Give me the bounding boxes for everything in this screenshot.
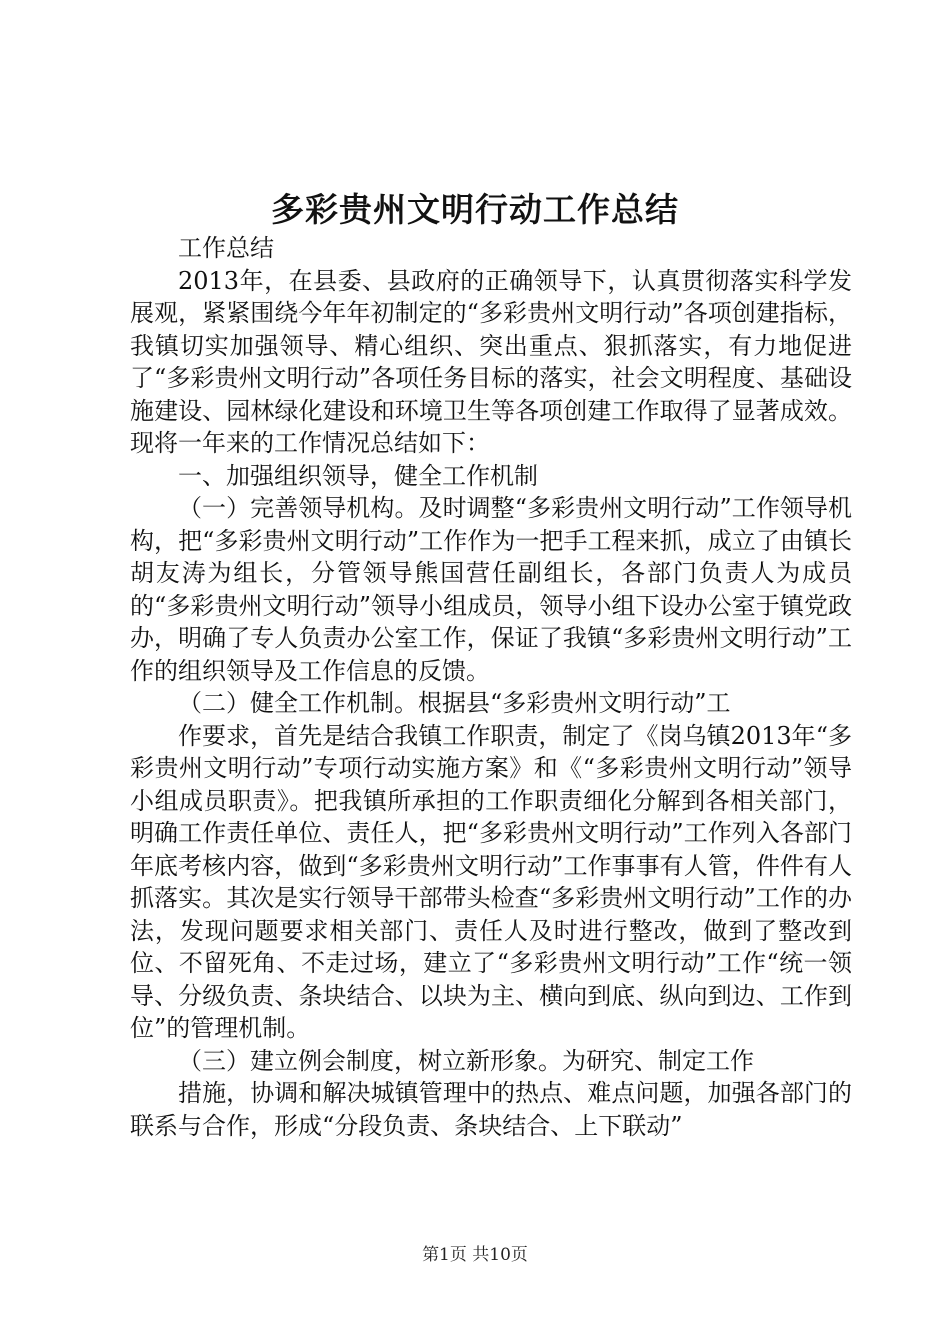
paragraph-section-1-3-heading: （三）建立例会制度，树立新形象。为研究、制定工作 — [178, 1046, 754, 1075]
document-title: 多彩贵州文明行动工作总结 — [271, 190, 679, 229]
paragraph-section-1-3-body: 措施，协调和解决城镇管理中的热点、难点问题，加强各部门的联系与合作，形成“分段负责、条块结合、上下联动” — [130, 1079, 852, 1140]
paragraph-section-1-2-heading: （二）健全工作机制。根据县“多彩贵州文明行动”工 — [178, 689, 731, 717]
paragraph-section-1-2-body: 作要求，首先是结合我镇工作职责，制定了《岗乌镇2013年“多彩贵州文明行动”专项行动实施方案》和《“多彩贵州文明行动”领导小组成员职责》。把我镇所承担的工作职责细化分解到各相关部门，明确工作责任单位、责任人，把“多彩贵州文明行动”工作列入各部门年底考核内容，做到“多彩贵州文明行动”工作事事有人管，件件有人抓落实。其次是实行领导干部带头检查“多彩贵州文明行动”工作的办法，发现问题要求相关部门、责任人及时进行整改，做到了整改到位、不留死角、不走过场，建立了“多彩贵州文明行动”工作“统一领导、分级负责、条块结合、以块为主、横向到底、纵向到边、工作到位”的管理机制。 — [130, 721, 852, 1042]
paragraph-section-1-1: （一）完善领导机构。及时调整“多彩贵州文明行动”工作领导机构，把“多彩贵州文明行动”工作作为一把手工程来抓，成立了由镇长胡友涛为组长，分管领导熊国营任副组长，各部门负责人为成员的“多彩贵州文明行动”领导小组成员，领导小组下设办公室于镇党政办，明确了专人负责办公室工作，保证了我镇“多彩贵州文明行动”工作的组织领导及工作信息的反馈。 — [130, 494, 852, 685]
document-body — [130, 232, 852, 1142]
page-footer: 第1页 共10页 — [422, 1245, 528, 1265]
section-heading-1: 一、加强组织领导，健全工作机制 — [178, 461, 538, 490]
paragraph-subtitle: 工作总结 — [178, 234, 274, 262]
paragraph-intro: 2013年，在县委、县政府的正确领导下，认真贯彻落实科学发展观，紧紧围绕今年年初制定的“多彩贵州文明行动”各项创建指标，我镇切实加强领导、精心组织、突出重点、狠抓落实，有力地促进了“多彩贵州文明行动”各项任务目标的落实，社会文明程度、基础设施建设、园林绿化建设和环境卫生等各项创建工作取得了显著成效。现将一年来的工作情况总结如下： — [130, 266, 852, 457]
